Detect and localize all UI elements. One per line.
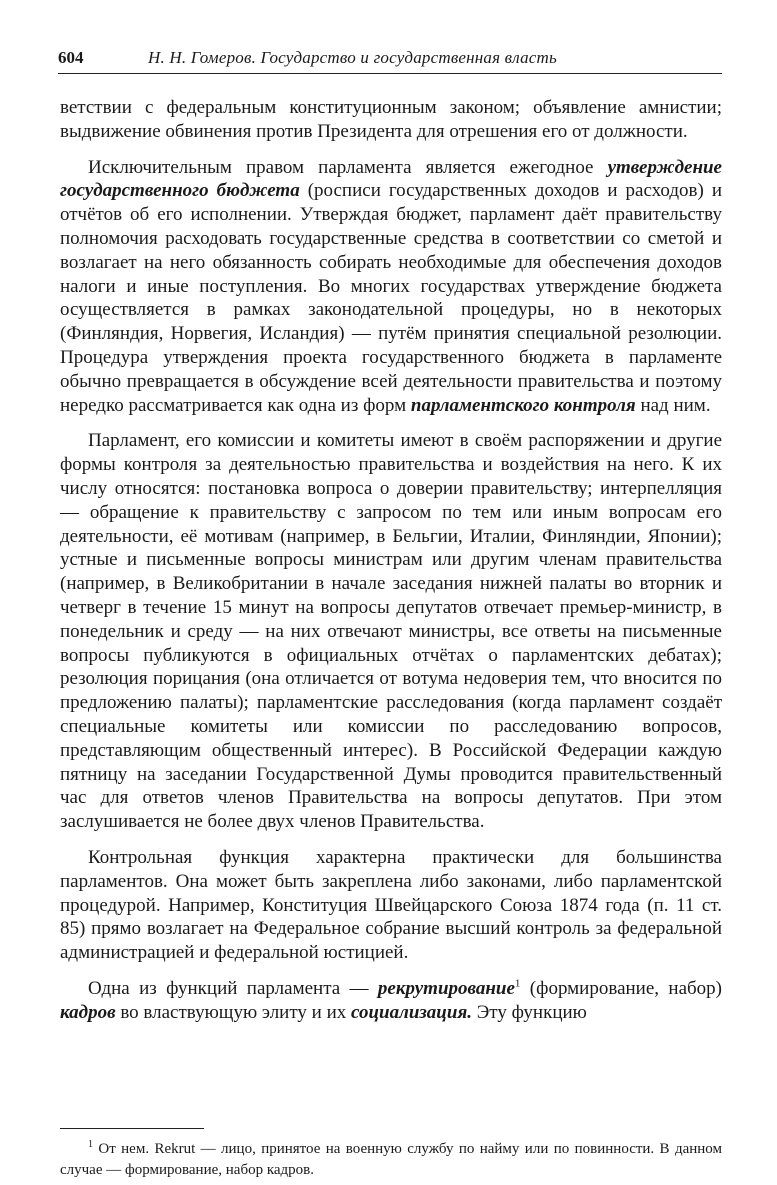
paragraph-2-text-c: над ним. — [635, 394, 711, 416]
term-parliamentary-control: парламентского контроля — [410, 394, 636, 416]
paragraph-2-text-b: (росписи государственных доходов и расходов) и отчётов об его исполнении. Утверждая бюджет, парламент даёт правительству полномочия расходовать государственные средства в соответствии со сметой и возлагает на него обязанность собирать необходимые для обеспечения доходов налоги и иные поступления. Во многих государствах утверждение бюджета осуществляется в рамках законодательной процедуры, но в некоторых (Финляндия, Норвегия, Исландия) — путём принятия специальной резолюции. Процедура утверждения проекта государственного бюджета в парламенте обычно превращается в обсуждение всей деятельности правительства и поэтому нередко рассматривается как одна из форм — [60, 180, 722, 416]
header-rule — [58, 73, 722, 74]
running-title: Н. Н. Гомеров. Государство и государственная власть — [148, 48, 557, 67]
term-socialization: социализация. — [350, 1001, 472, 1023]
page-number: 604 — [58, 48, 84, 67]
paragraph-2 — [60, 156, 722, 418]
paragraph-5-text-c: во властвующую элиту и их — [115, 1001, 351, 1023]
paragraph-5-text-a: Одна из функций парламента — — [88, 977, 378, 999]
page-header — [58, 44, 722, 72]
term-recruitment: рекрутирование — [377, 977, 515, 999]
paragraph-5 — [60, 977, 722, 1025]
footnote-text: От нем. Rekrut — лицо, принятое на военную службу по найму или по повинности. В данном случае — формирование, набор кадров. — [60, 1141, 722, 1178]
footnote-reference: 1 — [514, 977, 521, 990]
term-budget-approval: утверждение государственного бюджета — [60, 156, 722, 202]
paragraph-5-text-b: (формирование, набор) — [520, 977, 722, 999]
term-cadres: кадров — [60, 1001, 116, 1023]
footnote — [60, 1134, 722, 1181]
footnote-rule — [60, 1128, 204, 1129]
paragraph-2-text-a: Исключительным правом парламента является ежегодное — [88, 156, 608, 178]
paragraph-4: Контрольная функция характерна практически для большинства парламентов. Она может быть закреплена либо законами, либо парламентской процедурой. Например, Конституция Швейцарского Союза 1874 года (п. 11 ст. 85) прямо возлагает на Федеральное собрание высший контроль за федеральной администрацией и федеральной юстицией. — [60, 846, 722, 964]
footnote-mark: 1 — [88, 1139, 93, 1150]
paragraph-5-text-d: Эту функцию — [471, 1001, 587, 1023]
paragraph-3: Парламент, его комиссии и комитеты имеют в своём распоряжении и другие формы контроля за деятельностью правительства и воздействия на него. К их числу относятся: постановка вопроса о доверии правительству; интерпелляция — обращение к правительству с запросом по тем или иным вопросам его деятельности, её мотивам (например, в Бельгии, Италии, Финляндии, Японии); устные и письменные вопросы министрам или другим членам правительства (например, в Великобритании в начале заседания нижней палаты во вторник и четверг в течение 15 минут на вопросы депутатов отвечает премьер-министр, в понедельник и среду — на них отвечают министры, все ответы на письменные вопросы публикуются в официальных отчётах о парламентских дебатах); резолюция порицания (она отличается от вотума недоверия тем, что вносится по предложению палаты); парламентские расследования (когда парламент создаёт специальные комитеты или комиссии по расследованию вопросов, представляющим общественный интерес). В Российской Федерации каждую пятницу на заседании Государственной Думы проводится правительственный час для ответов членов Правительства на вопросы депутатов. При этом заслушивается не более двух членов Правительства. — [60, 430, 722, 833]
body-text — [60, 96, 722, 1024]
paragraph-1: ветствии с федеральным конституционным законом; объявление амнистии; выдвижение обвинения против Президента для отрешения его от должности. — [60, 97, 722, 142]
